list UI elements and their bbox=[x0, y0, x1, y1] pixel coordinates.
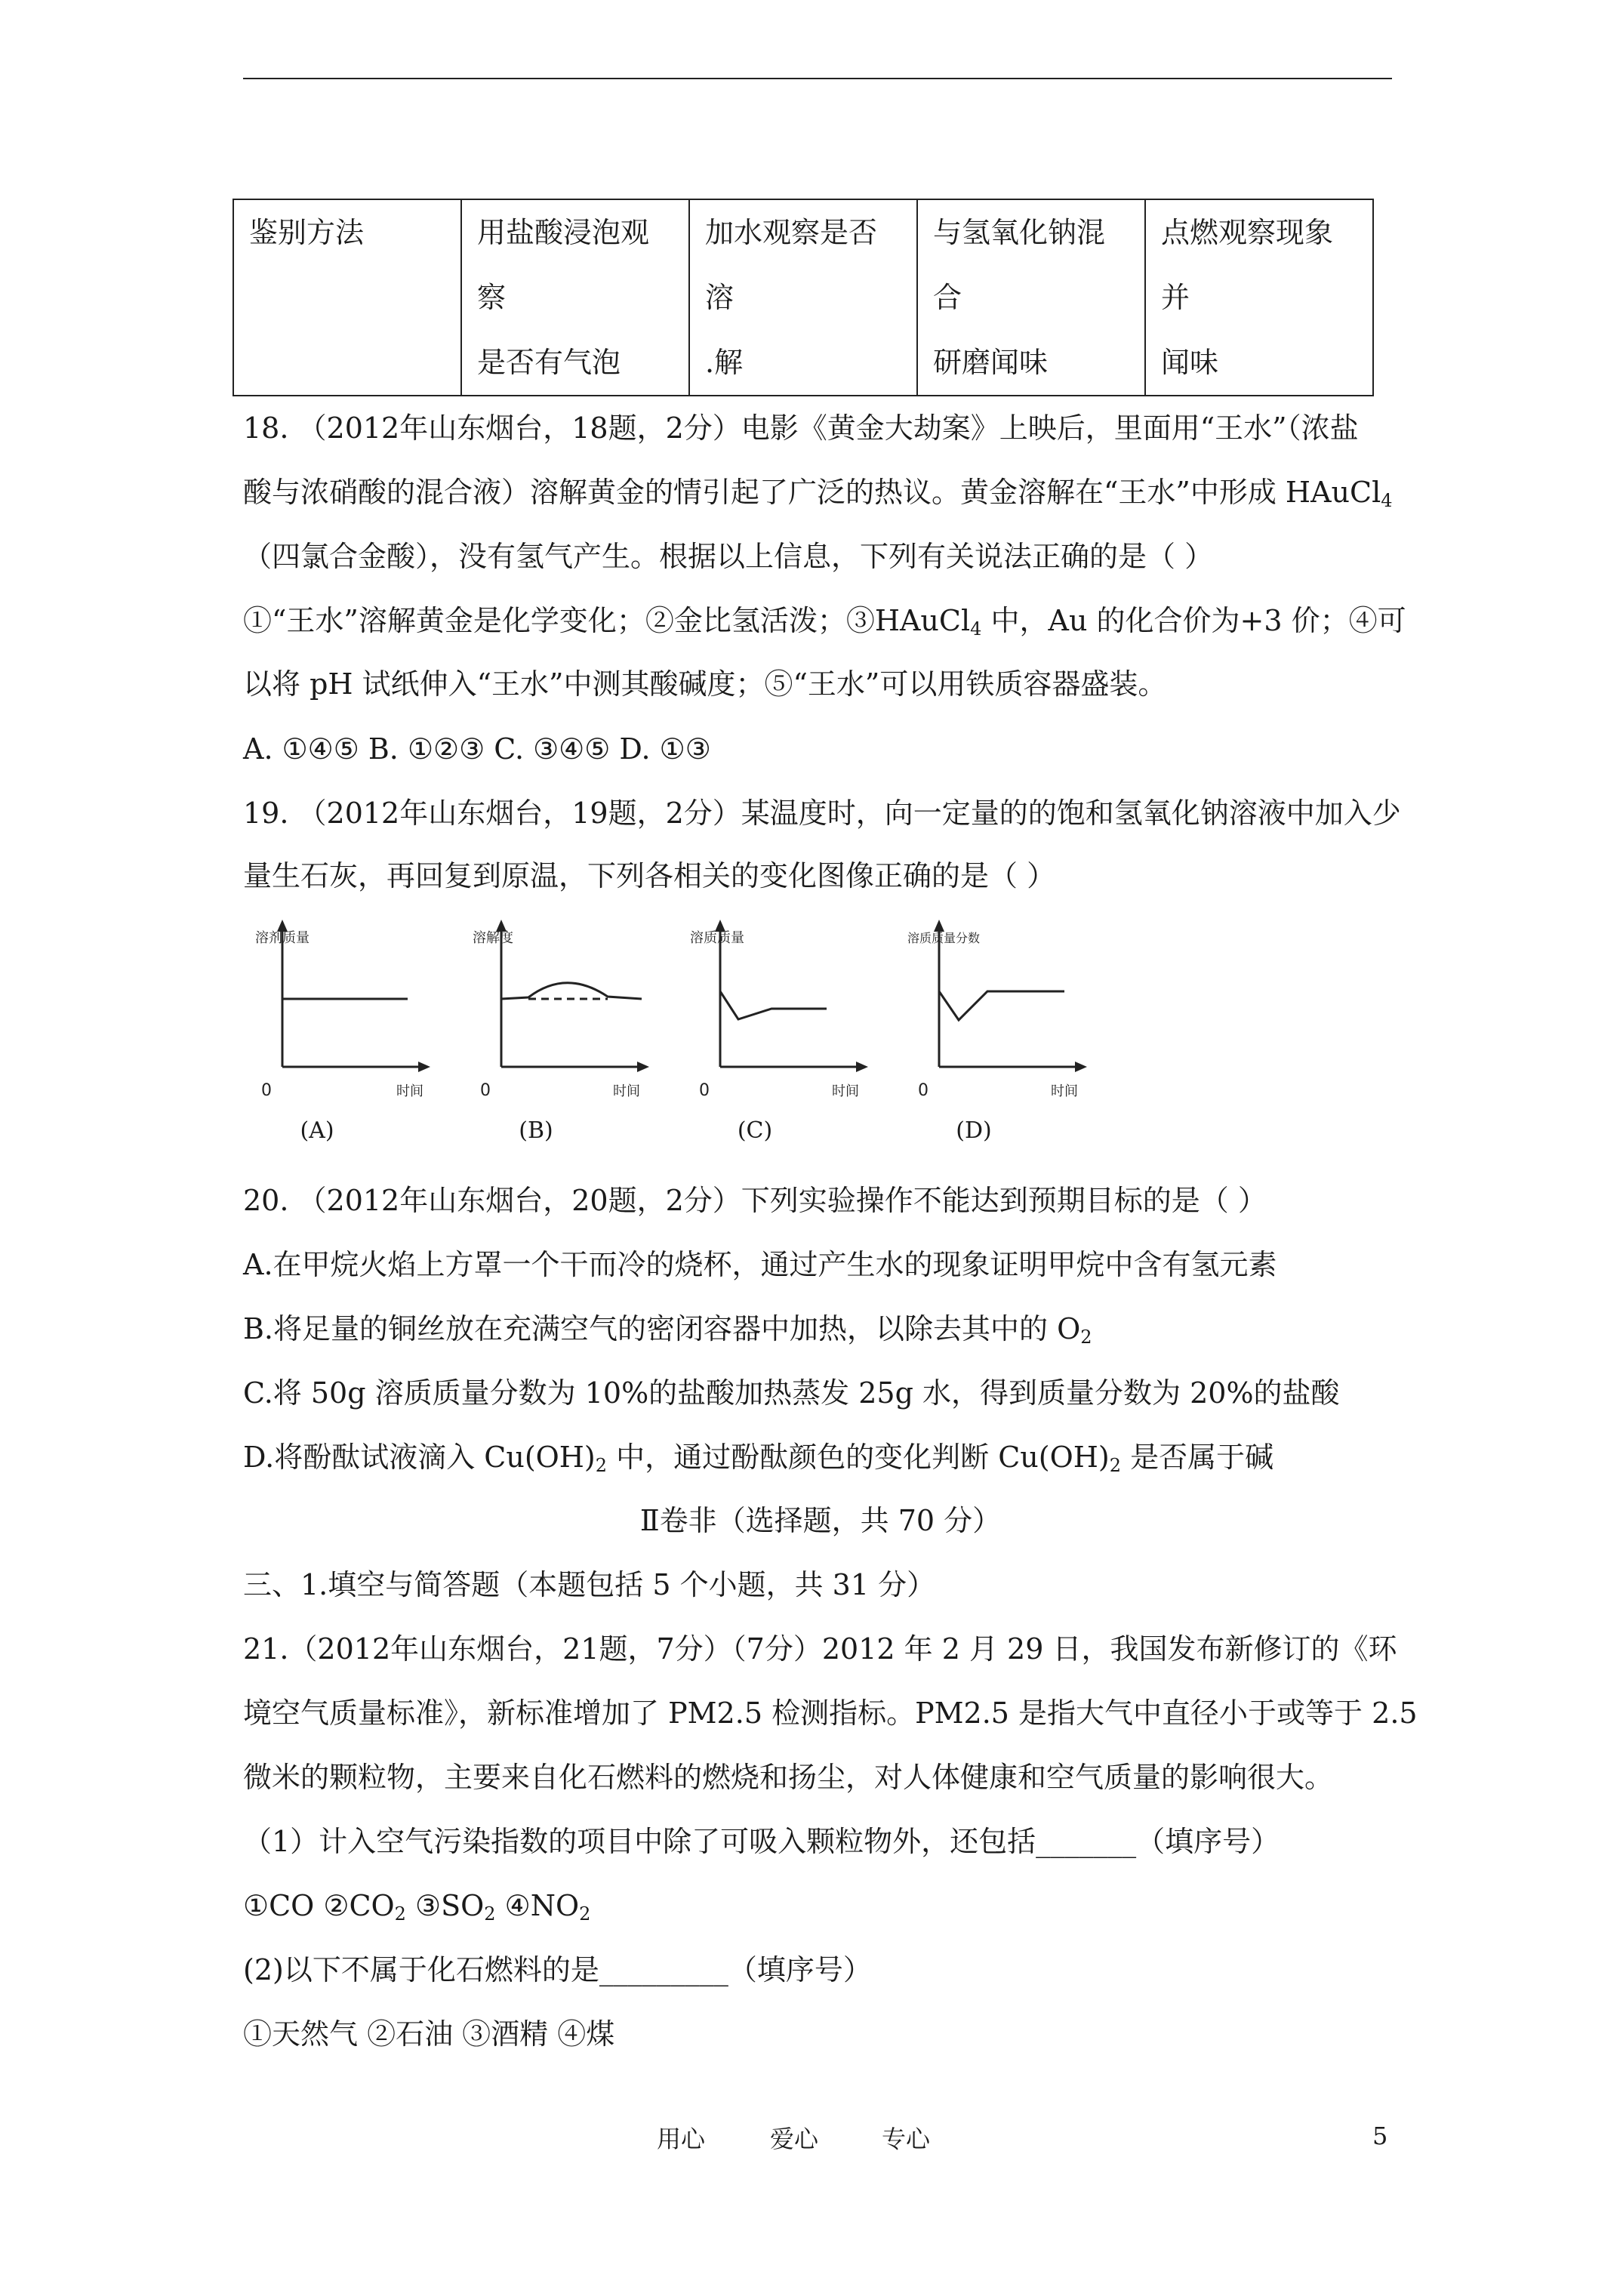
graph-d-origin: 0 bbox=[918, 1081, 929, 1100]
page-number: 5 bbox=[1372, 2122, 1388, 2150]
table-cell: 加水观察是否溶 .解 bbox=[689, 199, 917, 396]
q18-line-2: 酸与浓硝酸的混合液）溶解黄金的情引起了广泛的热议。黄金溶解在“王水”中形成 HAuCl$_4$ bbox=[243, 476, 1393, 511]
section-part-heading: 三、1.填空与简答题（本题包括 5 个小题，共 31 分） bbox=[243, 1568, 936, 1601]
table-cell: 点燃观察现象并 闻味 bbox=[1145, 199, 1373, 396]
footer-item: 爱心 bbox=[770, 2125, 819, 2153]
graph-d-ylabel: 溶质质量分数 bbox=[907, 931, 981, 945]
q21-sub-1: （1）计入空气污染指数的项目中除了可吸入颗粒物外，还包括_______（填序号） bbox=[243, 1825, 1280, 1858]
q18-line-5: 以将 pH 试纸伸入“王水”中测其酸碱度；⑤“王水”可以用铁质容器盛装。 bbox=[243, 667, 1167, 701]
table-cell: 与氢氧化钠混合 研磨闻味 bbox=[917, 199, 1145, 396]
q20-option-b: B.将足量的铜丝放在充满空气的密闭容器中加热，以除去其中的 $O_2$ bbox=[243, 1312, 1092, 1348]
q18-options: A. ①④⑤ B. ①②③ C. ③④⑤ D. ①③ bbox=[243, 732, 711, 766]
graph-b-ylabel: 溶解度 bbox=[473, 930, 513, 946]
section-title: Ⅱ卷非（选择题，共 70 分） bbox=[639, 1504, 1002, 1537]
graph-a-ylabel-1: 溶剂质量 bbox=[255, 930, 310, 946]
graph-c-ylabel: 溶质质量 bbox=[690, 930, 744, 946]
q21-line-1: 21.（2012年山东烟台，21题，7分）（7分）2012 年 2 月 29 日，我国发布新修订的《环 bbox=[243, 1632, 1397, 1666]
graph-d-label: (D) bbox=[956, 1117, 992, 1144]
graph-c bbox=[687, 912, 876, 1101]
graph-d-xlabel: 时间 bbox=[1051, 1083, 1078, 1099]
graph-b bbox=[468, 912, 657, 1101]
q19-line-1: 19. （2012年山东烟台，19题，2分）某温度时，向一定量的的饱和氢氧化钠溶液中加入少 bbox=[243, 797, 1401, 830]
footer-item: 用心 bbox=[657, 2125, 706, 2153]
q18-line-4: ①“王水”溶解黄金是化学变化；②金比氢活泼；③HAuCl$_4$ 中，Au 的化合价为+3 价；④可 bbox=[243, 604, 1406, 639]
q21-sub-1-options: ①CO $②CO_2$ $③SO_2$ $④NO_2$ bbox=[243, 1889, 591, 1925]
graph-b-origin: 0 bbox=[480, 1081, 491, 1100]
graph-c-label: (C) bbox=[737, 1117, 773, 1144]
graph-b-xlabel: 时间 bbox=[613, 1083, 640, 1099]
table-cell: 鉴别方法 bbox=[233, 199, 461, 396]
graph-c-xlabel: 时间 bbox=[832, 1083, 859, 1099]
table-cell: 用盐酸浸泡观察 是否有气泡 bbox=[461, 199, 689, 396]
footer-item: 专心 bbox=[882, 2125, 931, 2153]
q20-option-c: C.将 50g 溶质质量分数为 10%的盐酸加热蒸发 25g 水，得到质量分数为 20%的盐酸 bbox=[243, 1376, 1340, 1410]
q20-option-d: D.将酚酞试液滴入 $Cu(OH)_2$ 中，通过酚酞颜色的变化判断 $Cu(OH)_2$ 是否属于碱 bbox=[243, 1441, 1274, 1476]
q21-sub-2: (2)以下不属于化石燃料的是_________（填序号） bbox=[243, 1953, 872, 1986]
graph-a-origin: 0 bbox=[261, 1081, 272, 1100]
q18-line-1: 18. （2012年山东烟台，18题，2分）电影《黄金大劫案》上映后，里面用“王水”（浓盐 bbox=[243, 411, 1359, 445]
q18-line-3: （四氯合金酸），没有氢气产生。根据以上信息，下列有关说法正确的是（ ） bbox=[243, 540, 1214, 573]
graph-a bbox=[249, 912, 438, 1101]
q21-sub-2-options: ①天然气 ②石油 ③酒精 ④煤 bbox=[243, 2017, 615, 2051]
identification-table bbox=[233, 199, 1374, 396]
header-rule bbox=[243, 78, 1392, 79]
graph-d bbox=[906, 912, 1095, 1101]
table-row bbox=[233, 199, 1373, 396]
q21-line-2: 境空气质量标准》，新标准增加了 PM2.5 检测指标。PM2.5 是指大气中直径小于或等于 2.5 bbox=[243, 1697, 1418, 1730]
q21-line-3: 微米的颗粒物，主要来自化石燃料的燃烧和扬尘，对人体健康和空气质量的影响很大。 bbox=[243, 1761, 1334, 1794]
graph-c-origin: 0 bbox=[699, 1081, 710, 1100]
q19-line-2: 量生石灰，再回复到原温，下列各相关的变化图像正确的是（ ） bbox=[243, 859, 1056, 892]
graph-a-xlabel: 时间 bbox=[396, 1083, 423, 1099]
q20-line-1: 20. （2012年山东烟台，20题，2分）下列实验操作不能达到预期目标的是（ ） bbox=[243, 1184, 1267, 1217]
graph-b-label: (B) bbox=[519, 1117, 553, 1144]
q20-option-a: A.在甲烷火焰上方罩一个干而冷的烧杯，通过产生水的现象证明甲烷中含有氢元素 bbox=[243, 1248, 1277, 1281]
graph-a-label: (A) bbox=[300, 1117, 334, 1144]
